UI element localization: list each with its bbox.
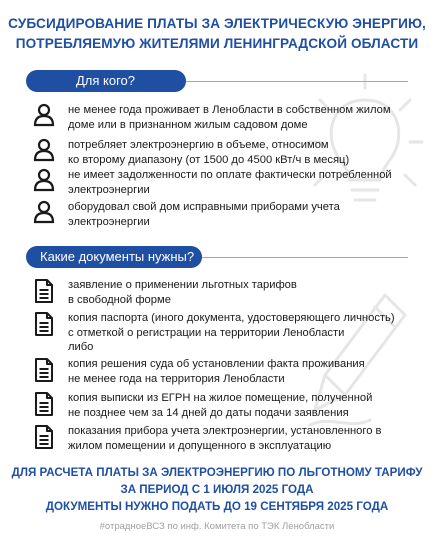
title-line-2: ПОТРЕБЛЯЕМУЮ ЖИТЕЛЯМИ ЛЕНИНГРАДСКОЙ ОБЛАСТИ [15,36,419,51]
docs-item-3 [28,357,408,386]
docs-item-line2: не менее года на территория Ленобласти [68,372,285,385]
who-item-text [60,103,391,132]
who-item-line1: оборудовал свой дом исправными приборами учета [68,201,340,213]
who-item-text [60,200,340,229]
who-item-line1: не менее года проживает в Ленобласти в собственном жилом [68,104,391,116]
who-item-text [60,138,349,167]
docs-item-1 [28,278,408,307]
docs-item-text [60,357,365,386]
who-item-line2: электроэнергии [68,183,150,196]
docs-heading-label: Какие документы нужны? [40,249,195,264]
docs-item-2 [28,311,408,355]
who-item-line2: электроэнергии [68,215,150,228]
docs-item-line1: копия выписки из ЕГРН на жилое помещение, полученной [68,392,373,404]
docs-heading [26,246,202,268]
page-title [0,14,434,54]
who-heading-rule [186,81,408,82]
who-item-line1: не имеет задолженности по оплате фактически потребленной [68,169,392,181]
docs-item-line1: заявление о применении льготных тарифов [68,279,297,291]
docs-item-text [60,311,395,355]
deadline-line-3: ДОКУМЕНТЫ НУЖНО ПОДАТЬ ДО 19 СЕНТЯБРЯ 2025 ГОДА [45,500,389,513]
docs-item-line2: не позднее чем за 14 дней до даты подачи заявления [68,406,349,419]
document-icon [28,311,60,337]
docs-item-line2: жилом помещении и допущенного в эксплуатацию [68,439,332,452]
docs-item-line3: либо [68,341,94,353]
docs-item-line1: показания прибора учета электроэнергии, установленного в [68,425,382,437]
docs-item-line1: копия решения суда об установлении факта проживания [68,358,365,370]
docs-item-line2: в свободной форме [68,293,171,306]
document-icon [28,357,60,383]
who-item-3 [28,168,408,197]
title-line-1: СУБСИДИРОВАНИЕ ПЛАТЫ ЗА ЭЛЕКТРИЧЕСКУЮ ЭНЕРГИЮ, [8,16,426,31]
who-item-line1: потребляет электроэнергию в объеме, относимом [68,139,329,151]
deadline-line-2: ЗА ПЕРИОД С 1 ИЮЛЯ 2025 ГОДА [120,483,314,496]
person-icon [28,103,60,127]
who-heading [26,70,186,92]
who-item-2 [28,138,408,167]
person-icon [28,200,60,224]
document-icon [28,278,60,304]
who-heading-label: Для кого? [76,73,136,88]
deadline-line-1: ДЛЯ РАСЧЕТА ПЛАТЫ ЗА ЭЛЕКТРОЭНЕРГИЮ ПО ЛЬГОТНОМУ ТАРИФУ [11,466,423,479]
deadline-notice [0,464,434,515]
docs-item-line1: копия паспорта (иного документа, удостоверяющего личность) [68,312,395,324]
docs-item-text [60,391,372,420]
document-icon [28,391,60,417]
docs-item-text [60,424,382,453]
docs-item-5 [28,424,408,453]
docs-heading-rule [202,257,408,258]
who-item-line2: ко второму диапазону (от 1500 до 4500 кВт/ч в месяц) [68,153,350,166]
source-credit: #отрадноеВСЗ по инф. Комитета по ТЭК Ленобласти [99,521,335,532]
document-icon [28,424,60,450]
docs-item-text [60,278,297,307]
person-icon [28,138,60,162]
who-item-text [60,168,392,197]
docs-item-4 [28,391,408,420]
person-icon [28,168,60,192]
docs-item-line2: с отметкой о регистрации на территории Ленобласти [68,326,345,339]
who-item-1 [28,103,408,132]
who-item-line2: доме или в признанном жилым садовом доме [68,118,308,131]
who-item-4 [28,200,408,229]
